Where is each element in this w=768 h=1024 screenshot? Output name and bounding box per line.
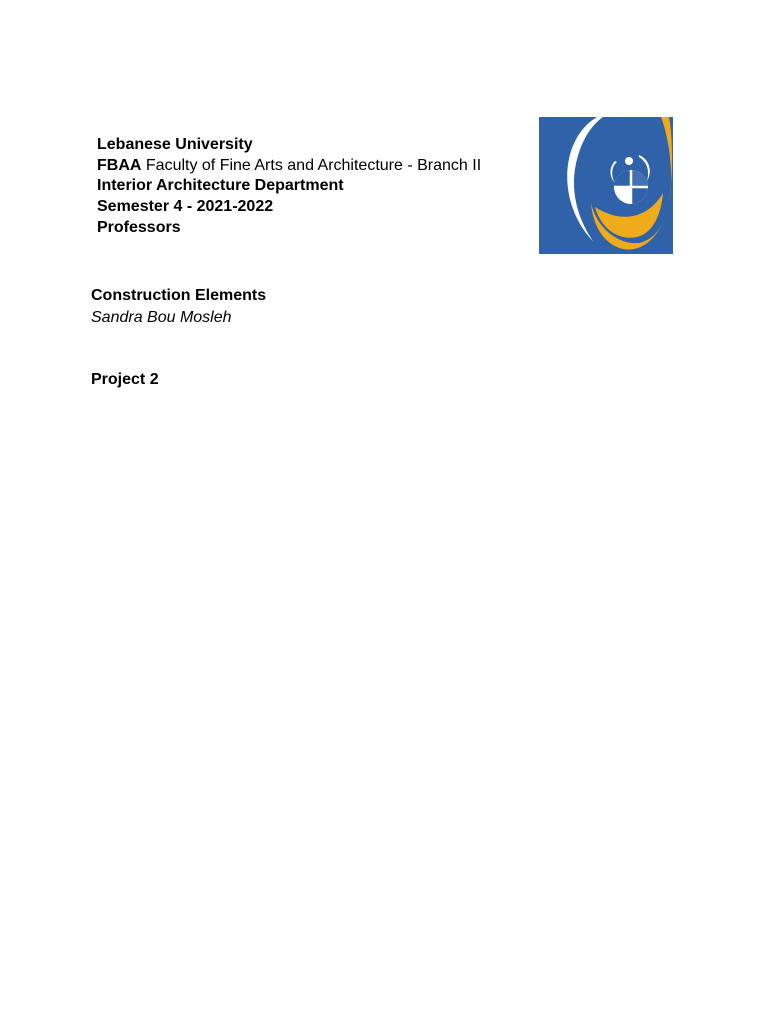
semester-line: Semester 4 - 2021-2022 bbox=[97, 198, 274, 216]
project-label: Project 2 bbox=[91, 371, 159, 388]
lebanese-university-logo-icon bbox=[539, 117, 673, 254]
logo-dot bbox=[625, 157, 633, 165]
faculty-line bbox=[97, 156, 481, 177]
document-header bbox=[97, 135, 481, 239]
course-info bbox=[91, 285, 266, 329]
professors-label: Professors bbox=[97, 218, 181, 236]
department-name: Interior Architecture Department bbox=[97, 177, 344, 195]
faculty-name: Faculty of Fine Arts and Architecture - Branch II bbox=[145, 156, 482, 174]
faculty-abbreviation: FBAA bbox=[97, 156, 142, 174]
university-name: Lebanese University bbox=[97, 136, 253, 153]
course-title: Construction Elements bbox=[91, 287, 267, 304]
course-professor: Sandra Bou Mosleh bbox=[91, 309, 232, 326]
